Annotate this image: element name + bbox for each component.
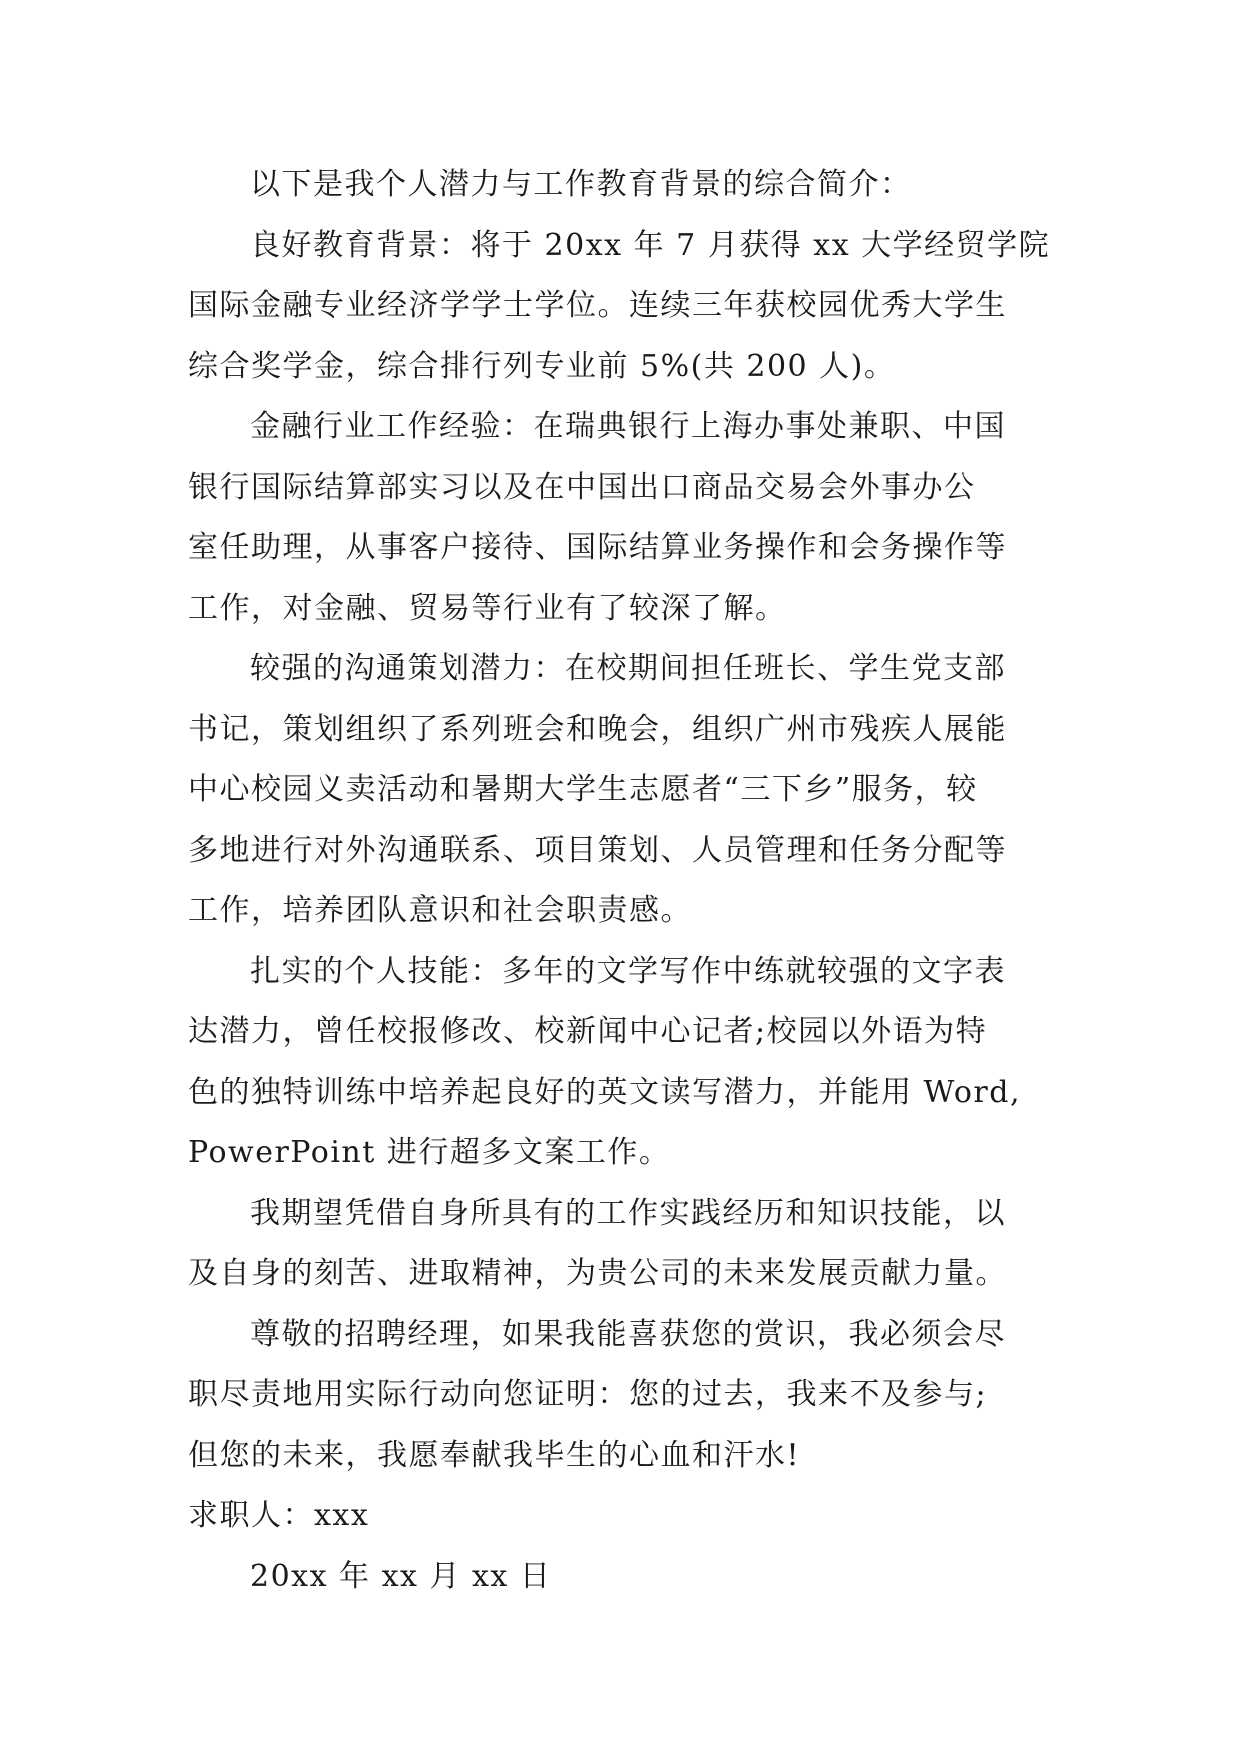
closing-paragraph <box>188 1305 1053 1487</box>
signature-line <box>188 1486 1053 1547</box>
paragraph-line: 色的独特训练中培养起良好的英文读写潜力，并能用 Word, <box>188 1074 1021 1110</box>
paragraph-line: 及自身的刻苦、进取精神，为贵公司的未来发展贡献力量。 <box>188 1256 1007 1291</box>
letter-body <box>188 155 1053 1607</box>
paragraph-line: 银行国际结算部实习以及在中国出口商品交易会外事办公 <box>188 469 976 505</box>
paragraph-line: 但您的未来，我愿奉献我毕生的心血和汗水! <box>188 1437 801 1473</box>
paragraph-line: 书记，策划组织了系列班会和晚会，组织广州市残疾人展能 <box>188 711 1007 747</box>
paragraph-line: PowerPoint 进行超多文案工作。 <box>188 1135 671 1170</box>
paragraph-line: 工作，对金融、贸易等行业有了较深了解。 <box>188 590 787 626</box>
expectation-paragraph <box>188 1184 1053 1305</box>
skills-paragraph <box>188 942 1053 1184</box>
communication-paragraph <box>188 639 1053 942</box>
date-text: 20xx 年 xx 月 xx 日 <box>250 1558 552 1594</box>
education-paragraph <box>188 216 1053 398</box>
paragraph-line: 综合奖学金，综合排行列专业前 5%(共 200 人)。 <box>188 348 896 384</box>
paragraph-line: 较强的沟通策划潜力：在校期间担任班长、学生党支部 <box>250 651 1006 686</box>
paragraph-line: 国际金融专业经济学学士学位。连续三年获校园优秀大学生 <box>188 288 1007 323</box>
intro-paragraph <box>188 155 1053 216</box>
paragraph-line: 扎实的个人技能：多年的文学写作中练就较强的文字表 <box>250 953 1006 989</box>
date-line <box>188 1547 1053 1608</box>
paragraph-line: 达潜力，曾任校报修改、校新闻中心记者;校园以外语为特 <box>188 1014 988 1049</box>
paragraph-line: 尊敬的招聘经理，如果我能喜获您的赏识，我必须会尽 <box>250 1316 1006 1352</box>
paragraph-line: 我期望凭借自身所具有的工作实践经历和知识技能，以 <box>250 1195 1006 1231</box>
signature-text: 求职人：xxx <box>188 1498 370 1533</box>
paragraph-line: 金融行业工作经验：在瑞典银行上海办事处兼职、中国 <box>250 409 1006 444</box>
paragraph-line: 良好教育背景：将于 20xx 年 7 月获得 xx 大学经贸学院 <box>250 227 1051 263</box>
experience-paragraph <box>188 397 1053 639</box>
paragraph-line: 工作，培养团队意识和社会职责感。 <box>188 893 692 928</box>
paragraph-line: 多地进行对外沟通联系、项目策划、人员管理和任务分配等 <box>188 832 1007 868</box>
paragraph-line: 中心校园义卖活动和暑期大学生志愿者“三下乡”服务，较 <box>188 772 978 807</box>
paragraph-line: 室任助理，从事客户接待、国际结算业务操作和会务操作等 <box>188 530 1007 565</box>
intro-line: 以下是我个人潜力与工作教育背景的综合简介： <box>250 167 912 202</box>
paragraph-line: 职尽责地用实际行动向您证明：您的过去，我来不及参与; <box>188 1377 988 1412</box>
